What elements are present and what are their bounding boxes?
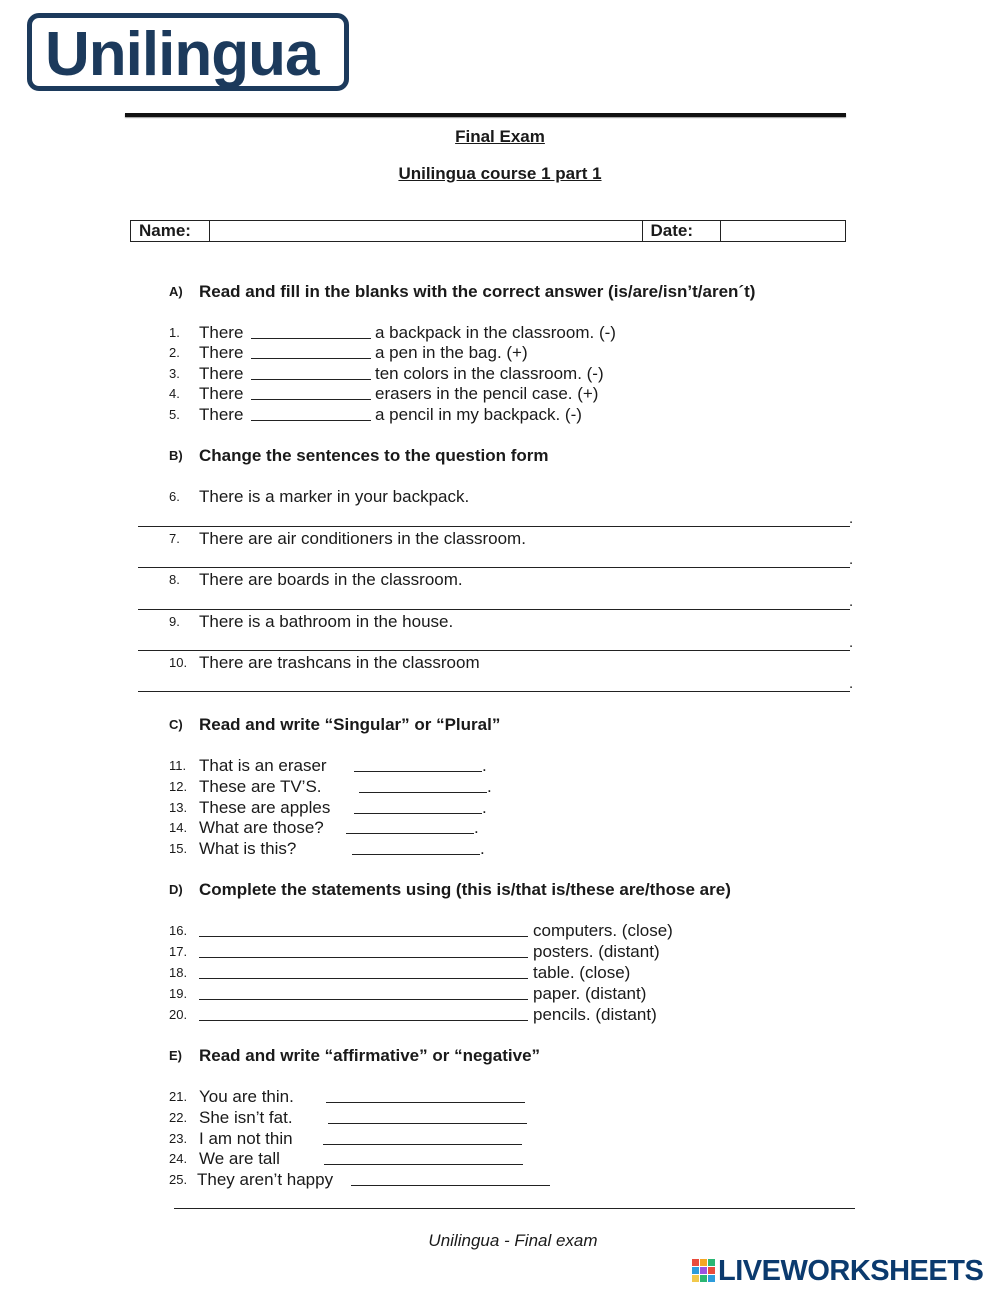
item-number: 17. (169, 944, 188, 959)
item-number: 7. (169, 531, 180, 546)
item-start: There (199, 384, 244, 403)
answer-blank[interactable] (326, 1086, 525, 1103)
answer-blank[interactable] (199, 941, 528, 958)
item-end: posters. (distant) (533, 942, 660, 961)
answer-blank[interactable] (354, 797, 482, 814)
section-c-letter: C) (169, 717, 183, 732)
section-a-title: Read and fill in the blanks with the correct answer (is/are/isn’t/aren´t) (199, 282, 756, 301)
answer-line-end: . (849, 510, 854, 527)
answer-blank[interactable] (323, 1128, 522, 1145)
answer-blank[interactable] (251, 322, 371, 339)
item-text: There are boards in the classroom. (199, 570, 463, 589)
answer-blank[interactable] (199, 920, 528, 937)
answer-line[interactable] (138, 609, 850, 610)
item-text: There are trashcans in the classroom (199, 653, 480, 672)
item-text: We are tall (199, 1149, 280, 1168)
answer-blank[interactable] (199, 962, 528, 979)
answer-blank[interactable] (324, 1148, 523, 1165)
answer-line[interactable] (138, 567, 850, 568)
answer-line[interactable] (138, 650, 850, 651)
bottom-divider (174, 1208, 855, 1209)
item-text: These are TV’S. (199, 777, 322, 796)
section-d-title: Complete the statements using (this is/that is/these are/those are) (199, 880, 731, 899)
answer-blank[interactable] (251, 383, 371, 400)
section-b-letter: B) (169, 448, 183, 463)
name-label: Name: (131, 221, 210, 242)
liveworksheets-text: LIVEWORKSHEETS (718, 1255, 984, 1287)
answer-line-end: . (849, 593, 854, 610)
answer-blank[interactable] (328, 1107, 527, 1124)
blank-end: . (474, 818, 479, 837)
item-number: 3. (169, 366, 180, 381)
item-number: 13. (169, 800, 188, 815)
item-number: 20. (169, 1007, 188, 1022)
blank-end: . (487, 777, 492, 796)
answer-blank[interactable] (199, 983, 528, 1000)
answer-line-end: . (849, 634, 854, 651)
item-number: 11. (169, 758, 187, 773)
item-number: 18. (169, 965, 188, 980)
item-end: table. (close) (533, 963, 631, 982)
item-text: There is a bathroom in the house. (199, 612, 454, 631)
item-number: 6. (169, 489, 180, 504)
item-end: a backpack in the classroom. (-) (375, 323, 616, 342)
item-number: 21. (169, 1089, 188, 1104)
item-text: What are those? (199, 818, 324, 837)
logo: Unilingua (45, 20, 319, 89)
answer-blank[interactable] (251, 342, 371, 359)
item-number: 23. (169, 1131, 188, 1146)
item-number: 19. (169, 986, 188, 1001)
name-field[interactable] (209, 221, 642, 242)
item-end: erasers in the pencil case. (+) (375, 384, 599, 403)
answer-blank[interactable] (251, 404, 371, 421)
liveworksheets-logo-icon (692, 1259, 716, 1283)
item-text: They aren’t happy (197, 1170, 334, 1189)
item-end: a pencil in my backpack. (-) (375, 405, 582, 424)
item-number: 9. (169, 614, 180, 629)
item-end: a pen in the bag. (+) (375, 343, 528, 362)
section-d-letter: D) (169, 882, 183, 897)
item-number: 14. (169, 820, 188, 835)
answer-blank[interactable] (359, 776, 487, 793)
item-number: 1. (169, 325, 180, 340)
answer-blank[interactable] (251, 363, 371, 380)
item-number: 22. (169, 1110, 188, 1125)
footer-text: Unilingua - Final exam (428, 1231, 598, 1250)
section-e-letter: E) (169, 1048, 182, 1063)
item-number: 15. (169, 841, 188, 856)
item-text: You are thin. (199, 1087, 294, 1106)
item-number: 10. (169, 655, 188, 670)
item-start: There (199, 343, 244, 362)
item-end: paper. (distant) (533, 984, 647, 1003)
item-number: 25. (169, 1172, 188, 1187)
item-number: 24. (169, 1151, 188, 1166)
item-end: ten colors in the classroom. (-) (375, 364, 604, 383)
answer-blank[interactable] (352, 838, 480, 855)
answer-blank[interactable] (199, 1004, 528, 1021)
item-number: 8. (169, 572, 180, 587)
item-start: There (199, 364, 244, 383)
item-text: What is this? (199, 839, 297, 858)
item-start: There (199, 405, 244, 424)
blank-end: . (482, 798, 487, 817)
item-text: There is a marker in your backpack. (199, 487, 470, 506)
answer-blank[interactable] (354, 755, 482, 772)
item-text: These are apples (199, 798, 331, 817)
answer-blank[interactable] (346, 817, 474, 834)
date-field[interactable] (721, 221, 846, 242)
item-text: That is an eraser (199, 756, 327, 775)
section-e-title: Read and write “affirmative” or “negative” (199, 1046, 541, 1065)
section-b-title: Change the sentences to the question form (199, 446, 549, 465)
blank-end: . (480, 839, 485, 858)
name-date-table (130, 220, 846, 242)
answer-line-end: . (849, 675, 854, 692)
answer-line-end: . (849, 551, 854, 568)
page-title: Final Exam (455, 127, 545, 146)
top-divider (125, 113, 846, 117)
section-a-letter: A) (169, 284, 183, 299)
answer-blank[interactable] (351, 1169, 550, 1186)
page-subtitle: Unilingua course 1 part 1 (398, 164, 602, 183)
item-number: 5. (169, 407, 180, 422)
blank-end: . (482, 756, 487, 775)
item-number: 12. (169, 779, 188, 794)
item-number: 16. (169, 923, 188, 938)
item-number: 2. (169, 345, 180, 360)
item-text: I am not thin (199, 1129, 293, 1148)
date-label: Date: (642, 221, 721, 242)
answer-line[interactable] (138, 691, 850, 692)
item-start: There (199, 323, 244, 342)
item-number: 4. (169, 386, 180, 401)
item-text: She isn’t fat. (199, 1108, 293, 1127)
answer-line[interactable] (138, 526, 850, 527)
item-text: There are air conditioners in the classroom. (199, 529, 526, 548)
item-end: computers. (close) (533, 921, 673, 940)
item-end: pencils. (distant) (533, 1005, 657, 1024)
section-c-title: Read and write “Singular” or “Plural” (199, 715, 501, 734)
